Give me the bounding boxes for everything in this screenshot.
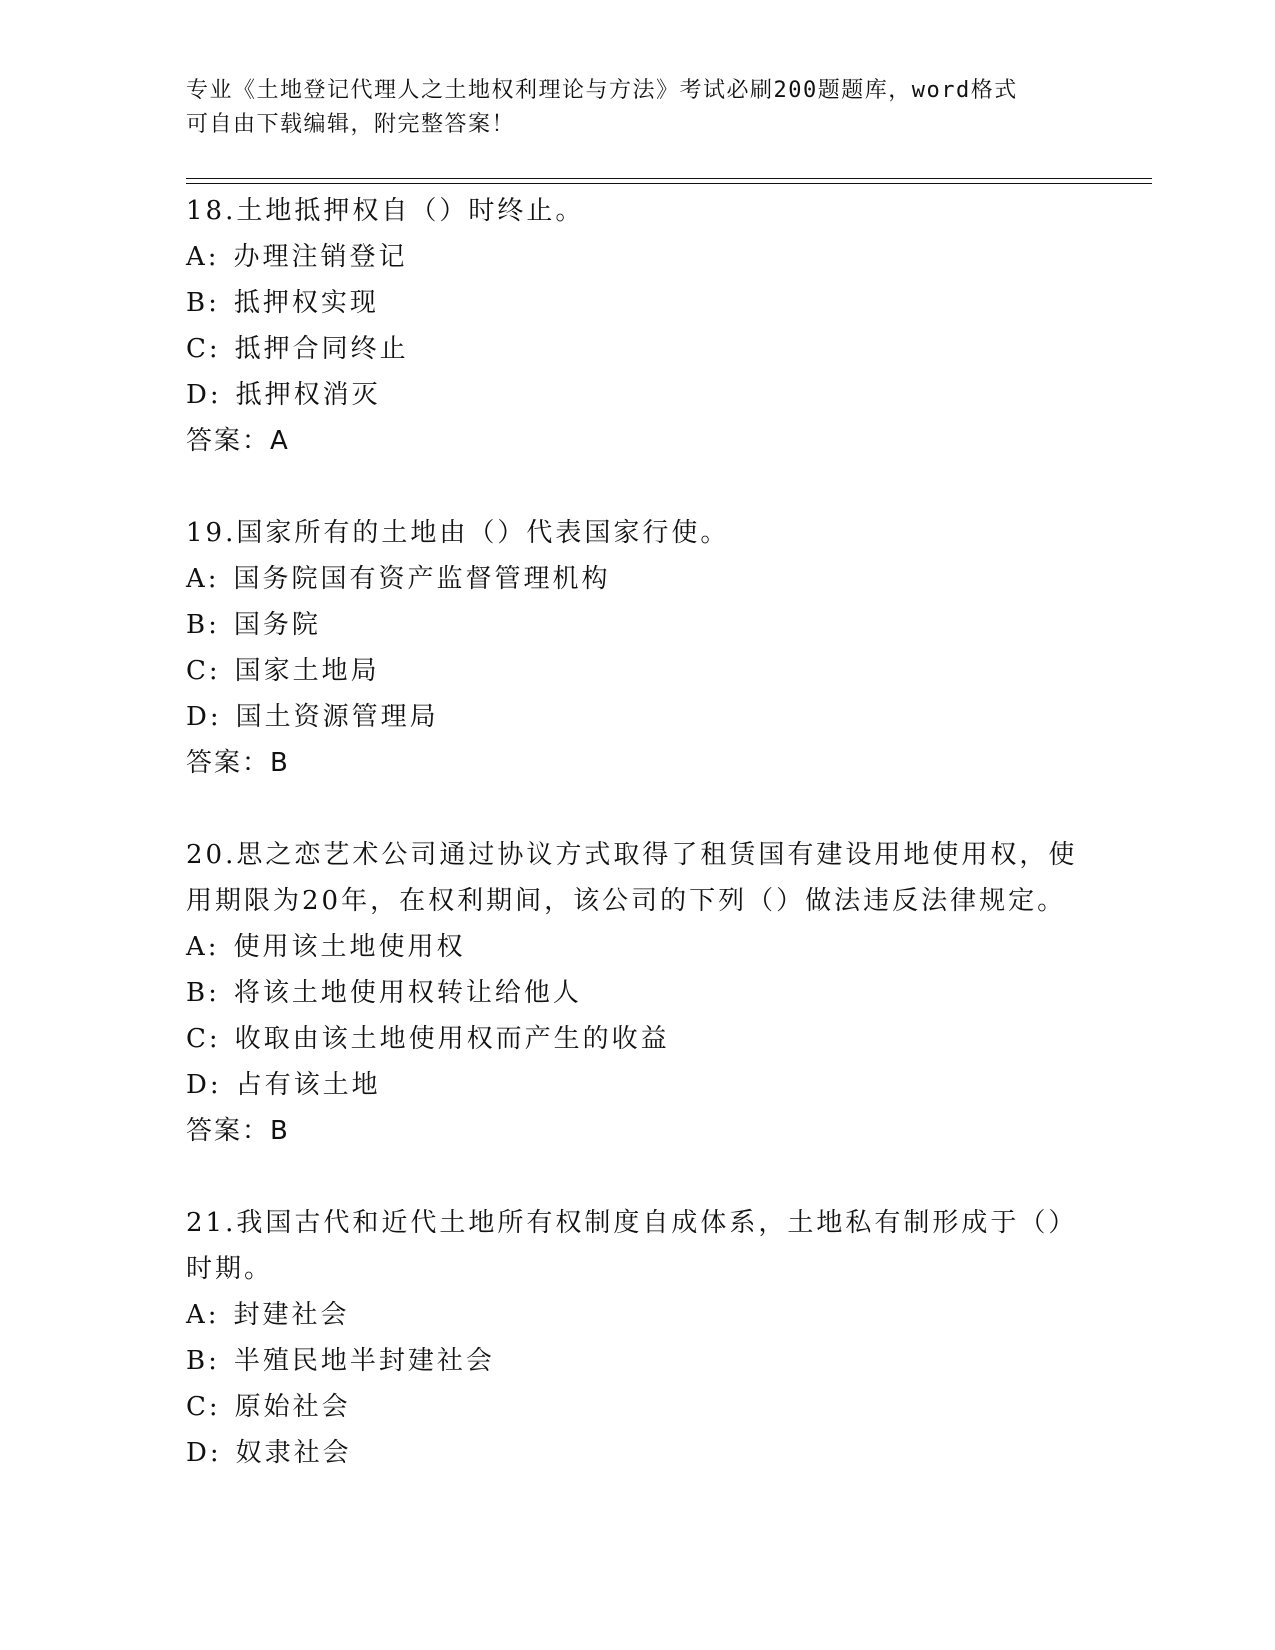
question-18: [186, 188, 1146, 464]
option-separator: :: [207, 1300, 220, 1330]
option-separator: :: [209, 380, 222, 410]
option-c: [186, 326, 1146, 372]
option-letter: D: [186, 1070, 210, 1100]
option-letter: A: [186, 932, 208, 962]
document-header: [186, 74, 1076, 142]
option-separator: :: [208, 1346, 220, 1376]
header-divider-top: [186, 178, 1152, 179]
option-letter: B: [186, 288, 209, 318]
answer-line: 答案：B: [186, 748, 290, 778]
option-text: 抵押权实现: [233, 288, 379, 318]
option-separator: :: [208, 1024, 221, 1054]
question-text: [186, 832, 1146, 924]
question-text-line: 21.我国古代和近代土地所有权制度自成体系，土地私有制形成于（）: [186, 1208, 1078, 1238]
question-text-line: 时期。: [186, 1254, 274, 1284]
option-text: 使用该土地使用权: [233, 932, 466, 962]
option-text: 收取由该土地使用权而产生的收益: [234, 1024, 670, 1054]
header-divider-bottom: [186, 183, 1152, 184]
option-a: [186, 1292, 1146, 1338]
option-letter: C: [186, 656, 209, 686]
option-separator: :: [207, 932, 220, 962]
option-letter: C: [186, 334, 209, 364]
option-text: 占有该土地: [235, 1070, 381, 1100]
option-text: 国土资源管理局: [235, 702, 439, 732]
option-separator: :: [208, 1392, 221, 1422]
option-d: [186, 694, 1146, 740]
question-text-line: 19.国家所有的土地由（）代表国家行使。: [186, 518, 730, 548]
option-c: [186, 1384, 1146, 1430]
option-letter: C: [186, 1024, 209, 1054]
option-letter: B: [186, 978, 209, 1008]
option-text: 国务院国有资产监督管理机构: [233, 564, 611, 594]
option-text: 半殖民地半封建社会: [233, 1346, 495, 1376]
option-separator: :: [208, 978, 220, 1008]
option-separator: :: [209, 702, 222, 732]
option-text: 抵押合同终止: [234, 334, 409, 364]
option-letter: B: [186, 610, 209, 640]
option-text: 办理注销登记: [233, 242, 408, 272]
option-separator: :: [207, 242, 220, 272]
option-b: [186, 602, 1146, 648]
option-letter: D: [186, 702, 210, 732]
question-20: [186, 832, 1146, 1154]
option-letter: D: [186, 380, 210, 410]
option-text: 原始社会: [234, 1392, 351, 1422]
option-a: [186, 924, 1146, 970]
question-text: [186, 1200, 1146, 1292]
option-letter: A: [186, 1300, 208, 1330]
option-b: [186, 970, 1146, 1016]
option-a: [186, 234, 1146, 280]
answer-line: 答案：A: [186, 426, 290, 456]
option-text: 将该土地使用权转让给他人: [233, 978, 582, 1008]
option-letter: B: [186, 1346, 209, 1376]
option-c: [186, 648, 1146, 694]
option-a: [186, 556, 1146, 602]
option-text: 封建社会: [233, 1300, 350, 1330]
question-list: [186, 188, 1146, 1522]
option-b: [186, 1338, 1146, 1384]
question-text: [186, 510, 1146, 556]
question-text-line: 20.思之恋艺术公司通过协议方式取得了租赁国有建设用地使用权，使: [186, 840, 1078, 870]
option-separator: :: [207, 564, 220, 594]
option-separator: :: [208, 288, 220, 318]
question-text-line: 18.土地抵押权自（）时终止。: [186, 196, 585, 226]
option-text: 奴隶社会: [235, 1438, 352, 1468]
option-separator: :: [208, 334, 221, 364]
option-text: 国务院: [233, 610, 321, 640]
option-d: [186, 372, 1146, 418]
question-19: [186, 510, 1146, 786]
option-c: [186, 1016, 1146, 1062]
option-letter: D: [186, 1438, 210, 1468]
option-letter: A: [186, 242, 208, 272]
option-text: 抵押权消灭: [235, 380, 381, 410]
option-d: [186, 1430, 1146, 1476]
option-letter: C: [186, 1392, 209, 1422]
question-text: [186, 188, 1146, 234]
header-line-2: 可自由下载编辑，附完整答案！: [186, 112, 516, 137]
option-b: [186, 280, 1146, 326]
option-separator: :: [209, 1438, 222, 1468]
question-text-line: 用期限为20年，在权利期间，该公司的下列（）做法违反法律规定。: [186, 886, 1067, 916]
option-text: 国家土地局: [234, 656, 380, 686]
option-separator: :: [209, 1070, 222, 1100]
option-separator: :: [208, 610, 220, 640]
answer-line: 答案：B: [186, 1116, 290, 1146]
header-line-1: 专业《土地登记代理人之土地权利理论与方法》考试必刷200题题库，word格式: [186, 78, 1018, 103]
option-d: [186, 1062, 1146, 1108]
option-letter: A: [186, 564, 208, 594]
option-separator: :: [208, 656, 221, 686]
question-21: [186, 1200, 1146, 1476]
